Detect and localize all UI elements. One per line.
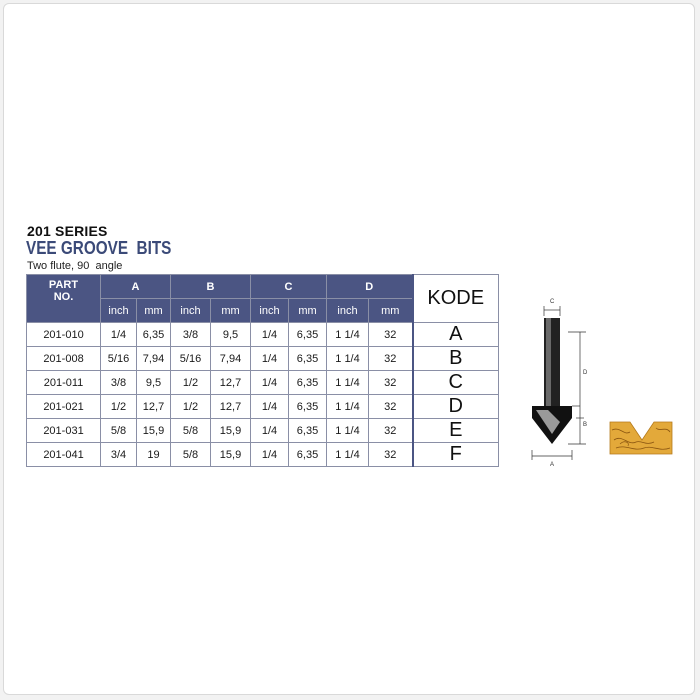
- group-d-header: D: [327, 275, 413, 299]
- table-row: [27, 323, 499, 347]
- a-inch-cell: 5/8: [101, 419, 137, 443]
- d-inch-cell: 1 1/4: [327, 323, 369, 347]
- part-number-cell: 201-008: [27, 347, 101, 371]
- c-inch-cell: 1/4: [251, 371, 289, 395]
- dim-label-a: A: [550, 462, 555, 468]
- spec-table: [26, 274, 499, 467]
- kode-cell: B: [413, 347, 499, 371]
- kode-cell: D: [413, 395, 499, 419]
- a-mm-cell: 19: [137, 443, 171, 467]
- kode-cell: E: [413, 419, 499, 443]
- d-inch-cell: 1 1/4: [327, 419, 369, 443]
- a-inch-cell: 3/8: [101, 371, 137, 395]
- b-inch-cell: 5/16: [171, 347, 211, 371]
- part-number-cell: 201-031: [27, 419, 101, 443]
- d-mm-cell: 32: [369, 347, 413, 371]
- kode-header: KODE: [413, 275, 499, 323]
- b-mm-cell: 15,9: [211, 443, 251, 467]
- table-row: [27, 347, 499, 371]
- bit-diagram: [524, 294, 684, 474]
- d-mm-cell: 32: [369, 395, 413, 419]
- b-inch-cell: 5/8: [171, 419, 211, 443]
- unit-header: mm: [369, 299, 413, 323]
- a-mm-cell: 15,9: [137, 419, 171, 443]
- kode-cell: A: [413, 323, 499, 347]
- router-bit-illustration: [532, 318, 572, 444]
- a-inch-cell: 1/2: [101, 395, 137, 419]
- b-mm-cell: 12,7: [211, 395, 251, 419]
- unit-header: inch: [171, 299, 211, 323]
- group-b-header: B: [171, 275, 251, 299]
- c-inch-cell: 1/4: [251, 395, 289, 419]
- d-inch-cell: 1 1/4: [327, 347, 369, 371]
- b-inch-cell: 3/8: [171, 323, 211, 347]
- kode-cell: F: [413, 443, 499, 467]
- a-mm-cell: 7,94: [137, 347, 171, 371]
- bit-shank-highlight: [546, 318, 551, 406]
- c-inch-cell: 1/4: [251, 323, 289, 347]
- c-inch-cell: 1/4: [251, 419, 289, 443]
- table-row: [27, 371, 499, 395]
- part-number-cell: 201-041: [27, 443, 101, 467]
- product-subtitle: Two flute, 90 angle: [27, 260, 123, 272]
- c-inch-cell: 1/4: [251, 443, 289, 467]
- d-mm-cell: 32: [369, 443, 413, 467]
- b-inch-cell: 1/2: [171, 371, 211, 395]
- table-row: [27, 395, 499, 419]
- c-mm-cell: 6,35: [289, 443, 327, 467]
- part-number-cell: 201-021: [27, 395, 101, 419]
- d-mm-cell: 32: [369, 371, 413, 395]
- b-mm-cell: 9,5: [211, 323, 251, 347]
- c-mm-cell: 6,35: [289, 371, 327, 395]
- d-mm-cell: 32: [369, 323, 413, 347]
- part-number-cell: 201-011: [27, 371, 101, 395]
- d-inch-cell: 1 1/4: [327, 371, 369, 395]
- unit-header: inch: [327, 299, 369, 323]
- table-row: [27, 419, 499, 443]
- c-mm-cell: 6,35: [289, 419, 327, 443]
- unit-header: inch: [101, 299, 137, 323]
- dim-label-d: D: [583, 370, 588, 376]
- a-inch-cell: 3/4: [101, 443, 137, 467]
- unit-header: inch: [251, 299, 289, 323]
- b-mm-cell: 7,94: [211, 347, 251, 371]
- group-c-header: C: [251, 275, 327, 299]
- series-label: 201 SERIES: [27, 223, 108, 239]
- unit-header: mm: [211, 299, 251, 323]
- part-no-header: PART NO.: [27, 275, 101, 323]
- product-title: VEE GROOVE BITS: [26, 238, 172, 258]
- group-a-header: A: [101, 275, 171, 299]
- d-inch-cell: 1 1/4: [327, 443, 369, 467]
- b-inch-cell: 1/2: [171, 395, 211, 419]
- c-inch-cell: 1/4: [251, 347, 289, 371]
- a-inch-cell: 1/4: [101, 323, 137, 347]
- c-mm-cell: 6,35: [289, 323, 327, 347]
- wood-groove-profile: [610, 422, 672, 454]
- table-row: [27, 443, 499, 467]
- b-mm-cell: 12,7: [211, 371, 251, 395]
- a-mm-cell: 9,5: [137, 371, 171, 395]
- product-card: [3, 3, 695, 695]
- c-mm-cell: 6,35: [289, 395, 327, 419]
- a-mm-cell: 12,7: [137, 395, 171, 419]
- unit-header: mm: [289, 299, 327, 323]
- d-inch-cell: 1 1/4: [327, 395, 369, 419]
- d-mm-cell: 32: [369, 419, 413, 443]
- b-mm-cell: 15,9: [211, 419, 251, 443]
- a-inch-cell: 5/16: [101, 347, 137, 371]
- part-number-cell: 201-010: [27, 323, 101, 347]
- a-mm-cell: 6,35: [137, 323, 171, 347]
- dim-label-b: B: [583, 422, 588, 428]
- dim-label-c: C: [550, 299, 555, 305]
- b-inch-cell: 5/8: [171, 443, 211, 467]
- kode-cell: C: [413, 371, 499, 395]
- unit-header: mm: [137, 299, 171, 323]
- spec-table-body: [27, 323, 499, 467]
- c-mm-cell: 6,35: [289, 347, 327, 371]
